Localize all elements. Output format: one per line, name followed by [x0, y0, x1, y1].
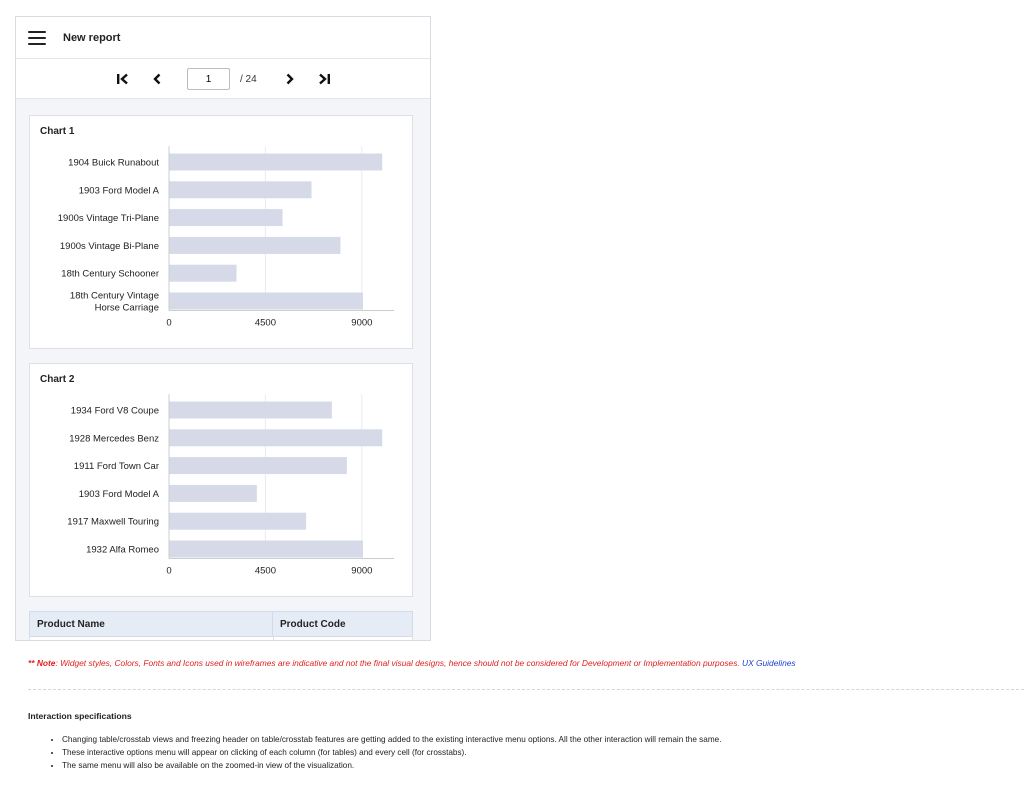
bar[interactable] [169, 181, 312, 198]
category-label [68, 158, 159, 169]
table-header [29, 611, 413, 637]
x-tick-label: 9000 [351, 565, 373, 577]
divider [28, 689, 1024, 690]
first-page-icon [116, 73, 130, 85]
table-row [29, 637, 413, 641]
category-label-line: 1903 Ford Model A [78, 488, 159, 500]
category-label-line: 1900s Vintage Tri-Plane [57, 213, 159, 225]
ux-guidelines-link[interactable]: UX Guidelines [742, 658, 796, 668]
bar[interactable] [169, 265, 237, 282]
column-header-product-name[interactable]: Product Name [30, 612, 273, 636]
bar[interactable] [169, 457, 347, 474]
spec-item: • These interactive options menu will appear on clicking of each column (for tables) and every cell (for crosstabs). [62, 746, 721, 759]
chevron-left-icon [152, 73, 162, 85]
chart-1-card[interactable] [29, 115, 413, 349]
category-label [71, 406, 159, 417]
category-label-line: 1903 Ford Model A [78, 185, 159, 197]
bar[interactable] [169, 429, 382, 446]
chevron-right-icon [285, 73, 295, 85]
page-total-label: / 24 [240, 74, 257, 85]
bar[interactable] [169, 485, 257, 502]
interaction-specs-title: Interaction specifications [28, 711, 132, 721]
chart-1-title: Chart 1 [40, 126, 75, 137]
bar[interactable] [169, 513, 306, 530]
page-number-input[interactable] [187, 68, 230, 90]
chart-2-card[interactable] [29, 363, 413, 597]
category-label-line: 1904 Buick Runabout [68, 157, 159, 169]
interaction-specs-list [28, 733, 721, 772]
category-label [58, 213, 159, 224]
category-label-line: 1900s Vintage Bi-Plane [59, 240, 159, 252]
chart-2-plot [30, 364, 414, 598]
last-page-icon [317, 73, 331, 85]
category-label-line: 1928 Mercedes Benz [69, 433, 159, 445]
category-label [61, 269, 159, 280]
bar[interactable] [169, 209, 283, 226]
next-page-button[interactable] [279, 68, 301, 90]
category-label-line: 1932 Alfa Romeo [86, 544, 159, 556]
category-label [70, 291, 159, 314]
category-label-line: 18th Century Schooner [61, 268, 159, 280]
note-prefix: ** Note [28, 658, 56, 668]
category-label [67, 517, 159, 528]
category-label [69, 433, 159, 444]
report-title: New report [63, 31, 121, 44]
bar[interactable] [169, 154, 382, 171]
previous-page-button[interactable] [146, 68, 168, 90]
category-label [79, 489, 160, 500]
bar[interactable] [169, 293, 363, 310]
spec-item: • The same menu will also be available on the zoomed-in view of the visualization. [62, 759, 721, 772]
category-label-line: Horse Carriage [94, 302, 159, 314]
hamburger-menu-icon[interactable] [28, 31, 46, 45]
x-tick-label: 0 [166, 565, 172, 577]
category-label [60, 241, 159, 252]
top-bar [16, 17, 430, 59]
report-viewer [15, 16, 431, 641]
x-tick-label: 4500 [254, 317, 276, 329]
category-label [79, 185, 160, 196]
x-tick-label: 4500 [254, 565, 276, 577]
category-label-line: 1911 Ford Town Car [73, 461, 159, 473]
wireframe-note [28, 658, 796, 668]
bar[interactable] [169, 237, 340, 254]
bar[interactable] [169, 541, 363, 558]
chart-1-plot [30, 116, 414, 350]
spec-item: • Changing table/crosstab views and freezing header on table/crosstab features are getting added to the existing interactive menu options. All the other interaction will remain the same. [62, 733, 721, 746]
last-page-button[interactable] [313, 68, 335, 90]
bar[interactable] [169, 402, 332, 419]
category-label-line: 1934 Ford V8 Coupe [70, 405, 159, 417]
category-label [86, 545, 159, 556]
chart-2-title: Chart 2 [40, 374, 75, 385]
first-page-button[interactable] [112, 68, 134, 90]
category-label-line: 1917 Maxwell Touring [67, 516, 159, 528]
x-tick-label: 0 [166, 317, 172, 329]
note-text: : Widget styles, Colors, Fonts and Icons used in wireframes are indicative and not the final visual designs, hence should not be considered for Development or Implementation purposes. [55, 658, 743, 668]
pagination-bar [16, 59, 430, 99]
category-label [74, 461, 159, 472]
category-label-line: 18th Century Vintage [69, 290, 159, 302]
x-tick-label: 9000 [351, 317, 373, 329]
column-header-product-code[interactable]: Product Code [280, 619, 346, 630]
